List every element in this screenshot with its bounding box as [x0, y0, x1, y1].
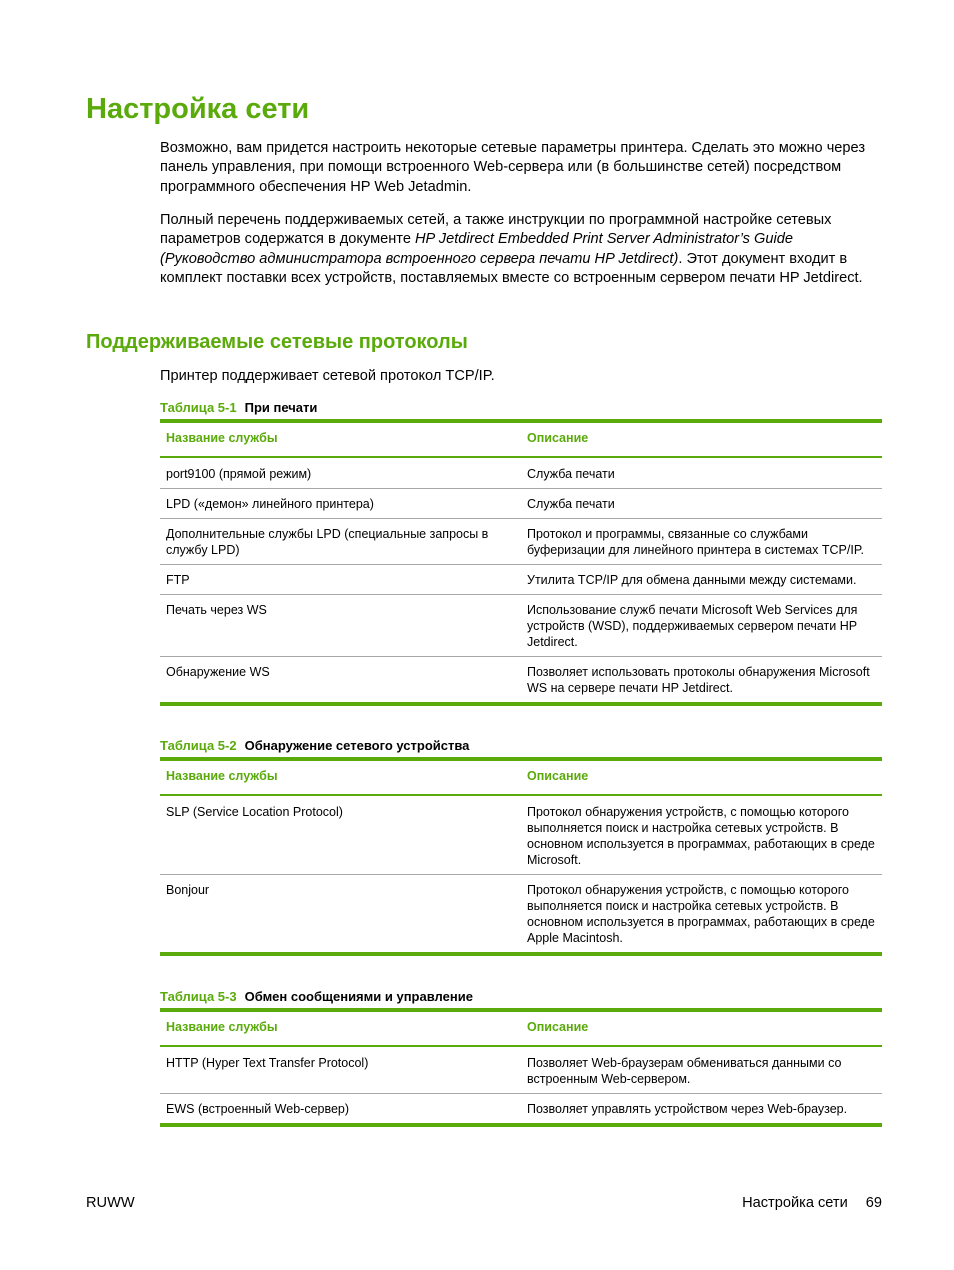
- service-description: Служба печати: [521, 457, 882, 489]
- table-row: [160, 795, 882, 875]
- section-title: Поддерживаемые сетевые протоколы: [86, 331, 468, 353]
- header-service-name: Название службы: [160, 1010, 521, 1046]
- service-description: Протокол обнаружения устройств, с помощью которого выполняется поиск и настройка сетевых устройств. В основном используется в программах, работающих в среде Microsoft.: [521, 795, 882, 875]
- table-printing-services: [160, 419, 882, 706]
- table-caption-5-1: [160, 400, 317, 416]
- table-row: [160, 1094, 882, 1126]
- table-row: [160, 595, 882, 657]
- table-row: [160, 1046, 882, 1094]
- table-caption-text: При печати: [244, 400, 318, 415]
- service-description: Утилита TCP/IP для обмена данными между системами.: [521, 565, 882, 595]
- table-number: Таблица 5-1: [160, 400, 237, 415]
- service-description: Служба печати: [521, 489, 882, 519]
- table-number: Таблица 5-2: [160, 738, 237, 753]
- table-caption-text: Обмен сообщениями и управление: [244, 989, 473, 1004]
- footer-section-name: Настройка сети: [742, 1195, 848, 1211]
- service-description: Использование служб печати Microsoft Web Services для устройств (WSD), поддерживаемых сервером печати HP Jetdirect.: [521, 595, 882, 657]
- service-name: Bonjour: [166, 883, 210, 897]
- table-header-row: [160, 421, 882, 457]
- table-messaging-management: [160, 1008, 882, 1127]
- table-caption-5-2: [160, 738, 469, 754]
- table-row: [160, 565, 882, 595]
- header-service-name: Название службы: [160, 421, 521, 457]
- footer-page-info: [742, 1193, 882, 1213]
- service-description: Позволяет управлять устройством через Web-браузер.: [527, 1102, 848, 1116]
- table-row: [160, 519, 882, 565]
- service-name: LPD («демон» линейного принтера): [160, 489, 521, 519]
- table-header-row: [160, 1010, 882, 1046]
- table-caption-5-3: [160, 989, 473, 1005]
- page-title: Настройка сети: [86, 93, 310, 125]
- table-number: Таблица 5-3: [160, 989, 237, 1004]
- table-row: [160, 457, 882, 489]
- admin-guide-title: HP Jetdirect Embedded Print Server Administrator’s Guide (Руководство администратора встроенного сервера печати HP Jetdirect): [160, 231, 793, 267]
- table-caption-text: Обнаружение сетевого устройства: [244, 738, 470, 753]
- table-header-row: [160, 759, 882, 795]
- page-number: 69: [865, 1195, 882, 1211]
- header-description: Описание: [521, 421, 882, 457]
- service-name: SLP (Service Location Protocol): [160, 795, 521, 875]
- service-description: Позволяет Web-браузерам обмениваться данными со встроенным Web-сервером.: [521, 1046, 882, 1094]
- intro-paragraph-2: [160, 211, 885, 288]
- intro-paragraph-1: Возможно, вам придется настроить некоторые сетевые параметры принтера. Сделать это можно через панель управления, при помощи встроенного Web-сервера или (в большинстве сетей) посредством программного обеспечения HP Web Jetadmin.: [160, 140, 866, 195]
- service-name: Обнаружение WS: [166, 665, 270, 679]
- service-name: port9100 (прямой режим): [160, 457, 521, 489]
- header-description: Описание: [521, 1010, 882, 1046]
- table-row: [160, 489, 882, 519]
- intro-paragraph-2-text-a: Полный перечень поддерживаемых сетей, а также инструкции по программной настройке сетевых параметров содержатся в документе: [160, 212, 832, 248]
- table-row: [160, 657, 882, 705]
- service-name: Дополнительные службы LPD (специальные запросы в службу LPD): [160, 519, 521, 565]
- service-name: HTTP (Hyper Text Transfer Protocol): [160, 1046, 521, 1094]
- service-name: FTP: [160, 565, 521, 595]
- table-row: [160, 875, 882, 955]
- service-description: Протокол и программы, связанные со службами буферизации для линейного принтера в системах TCP/IP.: [521, 519, 882, 565]
- header-description: Описание: [521, 759, 882, 795]
- service-description: Позволяет использовать протоколы обнаружения Microsoft WS на сервере печати HP Jetdirect.: [527, 665, 870, 695]
- service-name: Печать через WS: [160, 595, 521, 657]
- intro-paragraph-2-text-b: . Этот документ входит в комплект поставки всех устройств, поставляемых вместе со встроенным сервером печати HP Jetdirect.: [160, 250, 863, 286]
- service-name: EWS (встроенный Web-сервер): [166, 1102, 350, 1116]
- service-description: Протокол обнаружения устройств, с помощью которого выполняется поиск и настройка сетевых устройств. В основном используется в программах, работающих в среде Apple Macintosh.: [527, 883, 875, 945]
- footer-doc-code: RUWW: [86, 1195, 135, 1211]
- section-intro: Принтер поддерживает сетевой протокол TCP/IP.: [160, 368, 495, 384]
- header-service-name: Название службы: [160, 759, 521, 795]
- table-device-discovery: [160, 757, 882, 956]
